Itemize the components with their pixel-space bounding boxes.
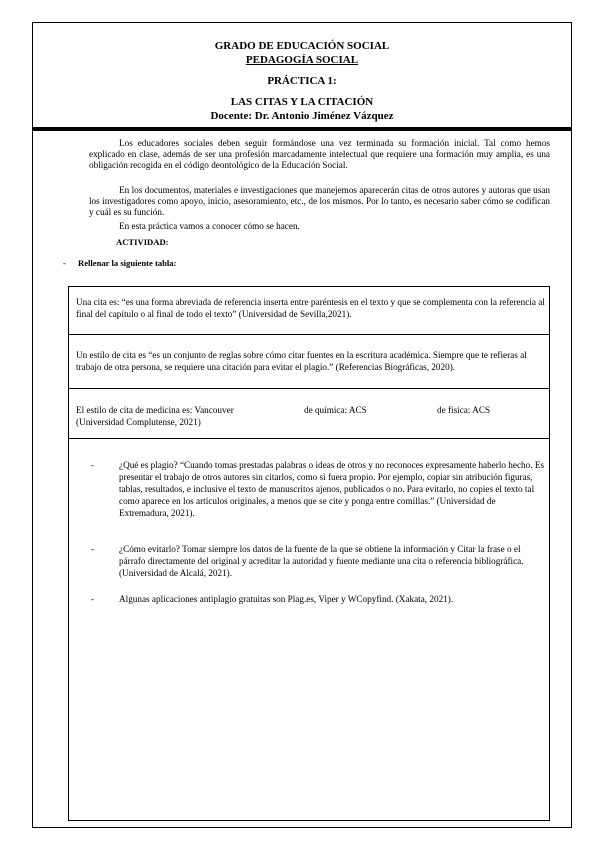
instruction bbox=[63, 258, 539, 269]
header-divider bbox=[32, 127, 572, 131]
list-dash: - bbox=[91, 460, 95, 470]
list-item-text: ¿Qué es plagio? “Cuando tomas prestadas palabras o ideas de otros y no reconoces expresamente haberlo hecho. Es presentar el trabajo de otros autores sin citarlos, como si fuera propio. Por ejemplo, copiar sin atribución figuras, tablas, resultados, e inclusive el texto de manuscritos ajenos, publicados o no. Para evitarlo, no copies el texto tal como aparece en los artículos originales, a menos que se cite y ponga entre comillas.” (Universidad de Extremadura, 2021). bbox=[119, 460, 545, 518]
list-dash: - bbox=[91, 544, 95, 554]
intro-paragraph-3: En esta práctica vamos a conocer cómo se hacen. bbox=[119, 221, 300, 231]
table-border-left bbox=[68, 286, 69, 821]
table-row-divider bbox=[68, 438, 550, 439]
intro-paragraph-2: En los documentos, materiales e investigaciones que manejemos aparecerán citas de otros autores y autoras que usan los investigadores como apoyo, inicio, asesoramiento, etc., de los mismos. Por lo tanto, es necesario saber cómo se codifican y cuál es su función. bbox=[89, 185, 550, 217]
practice-title: PRÁCTICA 1: bbox=[267, 75, 337, 87]
practice-subject: LAS CITAS Y LA CITACIÓN bbox=[230, 96, 374, 108]
instruction-text: Rellenar la siguiente tabla: bbox=[78, 258, 177, 268]
table-border-top bbox=[68, 286, 550, 287]
table-cell-styles bbox=[76, 404, 546, 428]
teacher-name: Docente: Dr. Antonio Jiménez Vázquez bbox=[210, 110, 394, 122]
list-dash: - bbox=[91, 594, 95, 604]
instruction-dash: - bbox=[63, 258, 66, 268]
style-chemistry: de química: ACS bbox=[304, 405, 367, 415]
table-cell-citation: Una cita es: “es una forma abreviada de referencia inserta entre paréntesis en el texto y que se complementa con la referencia al final del capítulo o al final de todo el texto” (Universidad de Sevilla,2021). bbox=[76, 297, 545, 319]
style-medicine: El estilo de cita de medicina es: Vancouver bbox=[76, 405, 234, 415]
activity-heading: ACTIVIDAD: bbox=[116, 237, 169, 247]
table-row-divider bbox=[68, 334, 550, 335]
table-border-bottom bbox=[68, 820, 550, 821]
list-item-text: ¿Cómo evitarlo? Tomar siempre los datos de la fuente de la que se obtiene la información y Citar la frase o el párrafo directamente del original y acreditar la autoridad y fuente mediante una cita o referencia bibliográfica. (Universidad de Alcalá, 2021). bbox=[119, 544, 524, 578]
table-border-right bbox=[549, 286, 550, 821]
intro-paragraph-1: Los educadores sociales deben seguir formándose una vez terminada su formación inicial. Tal como hemos explicado en clase, además de ser una profesión marcadamente intelectual que requiere una formación muy amplia, es una obligación recogida en el código deontológico de la Educación Social. bbox=[89, 138, 550, 170]
style-source: (Universidad Complutense, 2021) bbox=[76, 417, 201, 427]
list-item-text: Algunas aplicaciones antiplagio gratuitas son Plag.es, Viper y WCopyfind. (Xakata, 2021). bbox=[119, 594, 454, 604]
style-physics: de física: ACS bbox=[437, 405, 491, 415]
table-cell-citation-style: Un estilo de cita es “es un conjunto de reglas sobre cómo citar fuentes en la escritura académica. Siempre que te refieras al trabajo de otra persona, se requiere una citación para evitar el plagio.” (Referencias Biográficas, 2020). bbox=[76, 350, 527, 372]
table-row-divider bbox=[68, 388, 550, 389]
course-title: PEDAGOGÍA SOCIAL bbox=[245, 54, 359, 66]
degree-title: GRADO DE EDUCACIÓN SOCIAL bbox=[214, 40, 390, 52]
